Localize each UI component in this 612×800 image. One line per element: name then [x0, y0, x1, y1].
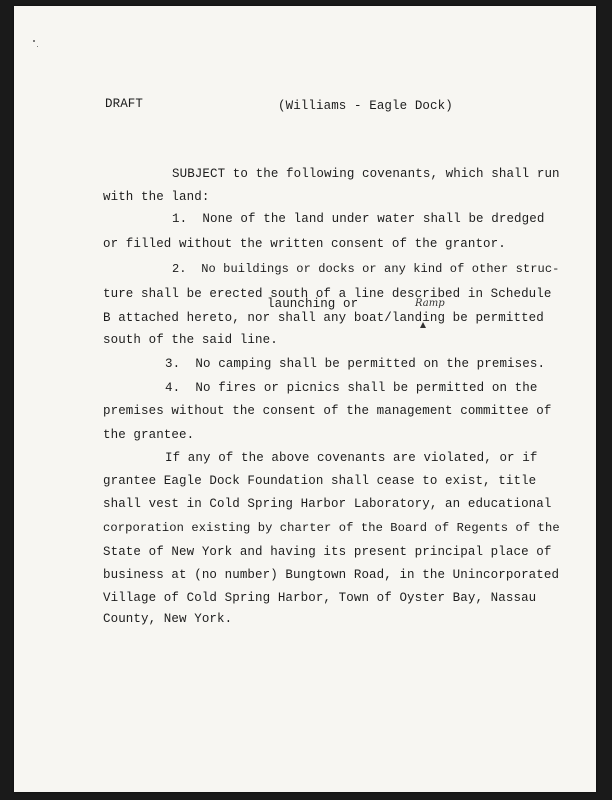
body-line: with the land: — [103, 190, 210, 204]
handwritten-insertion: Ramp — [415, 298, 445, 309]
header-title: (Williams - Eagle Dock) — [278, 99, 453, 113]
body-line: 3. No camping shall be permitted on the premises. — [165, 357, 546, 371]
body-line: the grantee. — [103, 428, 195, 442]
body-line: 4. No fires or picnics shall be permitted on the — [165, 381, 538, 395]
body-line: shall vest in Cold Spring Harbor Laboratory, an educational — [103, 497, 552, 511]
body-line: Village of Cold Spring Harbor, Town of Oyster Bay, Nassau — [103, 591, 537, 605]
body-line: south of the said line. — [103, 333, 278, 347]
body-line: SUBJECT to the following covenants, which shall run — [172, 167, 560, 181]
body-line: corporation existing by charter of the Board of Regents of the — [103, 521, 560, 535]
paper-speck — [33, 40, 35, 42]
body-line: 1. None of the land under water shall be dredged — [172, 212, 545, 226]
header-draft-label: DRAFT — [105, 97, 144, 111]
body-line: or filled without the written consent of the grantor. — [103, 237, 506, 251]
document-page — [14, 6, 596, 792]
body-line: State of New York and having its present principal place of — [103, 545, 552, 559]
typed-insertion: launching or — [267, 297, 359, 311]
insertion-caret — [420, 322, 426, 328]
body-line: grantee Eagle Dock Foundation shall cease to exist, title — [103, 474, 537, 488]
body-line: B attached hereto, nor shall any boat/landing be permitted — [103, 311, 544, 325]
body-line: 2. No buildings or docks or any kind of other struc- — [172, 262, 560, 276]
body-line: County, New York. — [103, 612, 233, 626]
body-line: premises without the consent of the management committee of — [103, 404, 552, 418]
body-line: ture shall be erected south of a line described in Schedule — [103, 287, 552, 301]
body-line: If any of the above covenants are violated, or if — [165, 451, 538, 465]
body-line: business at (no number) Bungtown Road, in the Unincorporated — [103, 568, 560, 582]
paper-speck — [37, 46, 38, 47]
